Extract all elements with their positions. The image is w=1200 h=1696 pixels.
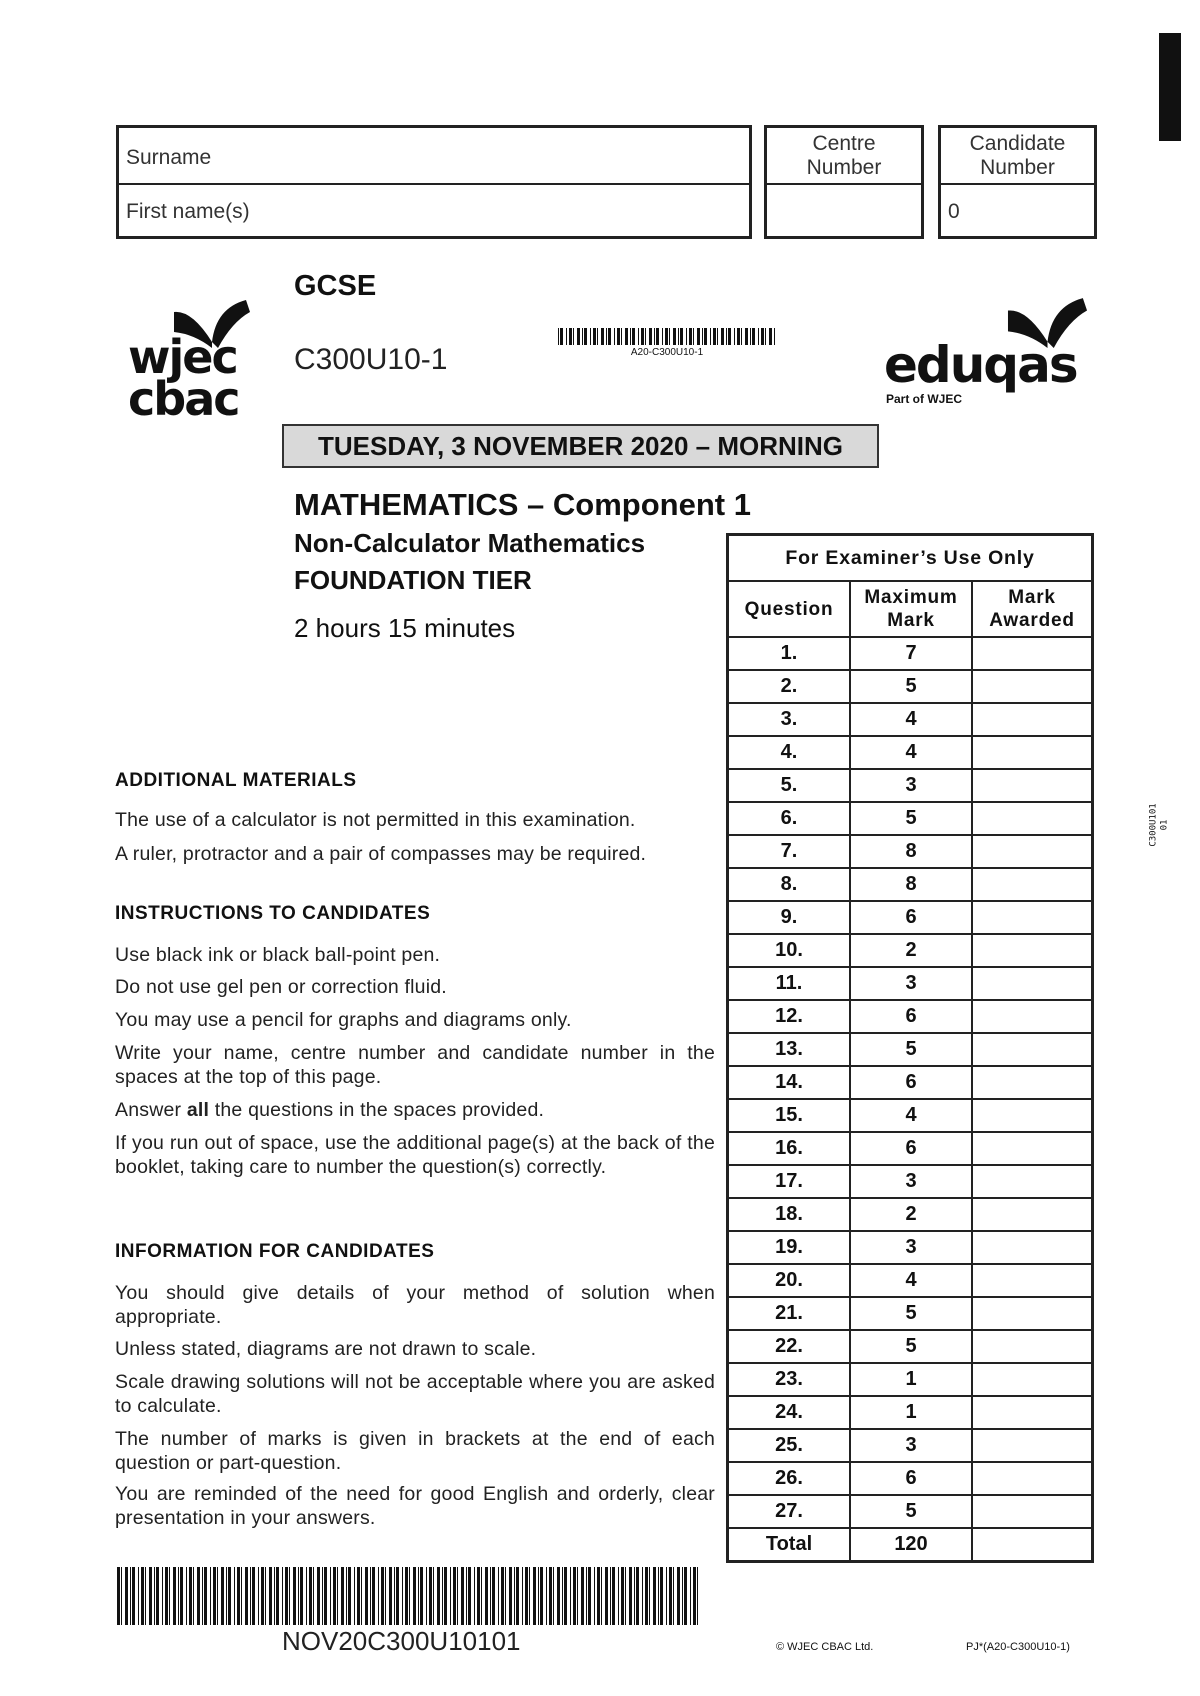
total-label: Total xyxy=(728,1528,851,1562)
maximum-mark: 4 xyxy=(850,1099,972,1132)
maximum-mark: 3 xyxy=(850,1165,972,1198)
question-number: 15. xyxy=(728,1099,851,1132)
additional-item: A ruler, protractor and a pair of compasses may be required. xyxy=(115,843,647,865)
mark-awarded-cell[interactable] xyxy=(972,769,1093,802)
table-row xyxy=(728,1099,1093,1132)
question-number: 14. xyxy=(728,1066,851,1099)
instruction-item: Use black ink or black ball-point pen. xyxy=(115,944,441,966)
instruction-item xyxy=(115,1098,715,1122)
maximum-mark: 2 xyxy=(850,1198,972,1231)
maximum-mark: 8 xyxy=(850,868,972,901)
question-number: 3. xyxy=(728,703,851,736)
instruction-item: If you run out of space, use the additional page(s) at the back of the booklet, taking care to number the question(s) correctly. xyxy=(115,1132,715,1178)
maximum-mark: 8 xyxy=(850,835,972,868)
table-row xyxy=(728,1396,1093,1429)
mark-awarded-cell[interactable] xyxy=(972,1363,1093,1396)
question-number: 25. xyxy=(728,1429,851,1462)
instruction-item: Write your name, centre number and candidate number in the spaces at the top of this page. xyxy=(115,1042,715,1088)
table-row xyxy=(728,1198,1093,1231)
mark-awarded-cell[interactable] xyxy=(972,835,1093,868)
side-code-line: 01 xyxy=(1159,819,1170,831)
table-row xyxy=(728,736,1093,769)
maximum-mark: 6 xyxy=(850,1066,972,1099)
additional-item: The use of a calculator is not permitted in this examination. xyxy=(115,809,636,831)
mark-awarded-cell[interactable] xyxy=(972,1495,1093,1528)
question-number: 17. xyxy=(728,1165,851,1198)
wjec-cbac-logo xyxy=(122,298,262,428)
exam-date: TUESDAY, 3 NOVEMBER 2020 – MORNING xyxy=(282,424,879,468)
mark-awarded-cell[interactable] xyxy=(972,1198,1093,1231)
barcode-text: NOV20C300U10101 xyxy=(282,1626,521,1656)
table-row xyxy=(728,1231,1093,1264)
table-row xyxy=(728,967,1093,1000)
question-number: 4. xyxy=(728,736,851,769)
table-row xyxy=(728,1033,1093,1066)
question-number: 26. xyxy=(728,1462,851,1495)
maximum-mark: 6 xyxy=(850,1132,972,1165)
candidate-number-value: 0 xyxy=(948,200,960,223)
maximum-mark: 1 xyxy=(850,1363,972,1396)
table-row xyxy=(728,1132,1093,1165)
information-item: The number of marks is given in brackets at the end of each question or part-question. xyxy=(115,1428,715,1474)
page-marker-bar xyxy=(1159,33,1181,141)
question-number: 2. xyxy=(728,670,851,703)
instruction-emphasis: all xyxy=(186,1099,210,1121)
question-number: 6. xyxy=(728,802,851,835)
maximum-mark: 3 xyxy=(850,967,972,1000)
copyright: © WJEC CBAC Ltd. xyxy=(776,1641,874,1653)
mark-awarded-cell[interactable] xyxy=(972,1462,1093,1495)
centre-number-box[interactable] xyxy=(764,125,924,239)
maximum-mark: 7 xyxy=(850,637,972,670)
side-code xyxy=(1148,790,1200,860)
table-row xyxy=(728,1165,1093,1198)
centre-number-label: Centre Number xyxy=(806,132,882,179)
table-row xyxy=(728,1330,1093,1363)
instructions-heading: INSTRUCTIONS TO CANDIDATES xyxy=(115,903,431,924)
exam-level: GCSE xyxy=(294,270,377,302)
mark-awarded-cell[interactable] xyxy=(972,1429,1093,1462)
maximum-mark: 3 xyxy=(850,769,972,802)
table-row xyxy=(728,1495,1093,1528)
maximum-mark: 5 xyxy=(850,1495,972,1528)
maximum-mark: 5 xyxy=(850,1330,972,1363)
question-number: 23. xyxy=(728,1363,851,1396)
question-number: 20. xyxy=(728,1264,851,1297)
maximum-mark: 3 xyxy=(850,1429,972,1462)
question-number: 21. xyxy=(728,1297,851,1330)
small-barcode xyxy=(558,328,776,345)
mark-awarded-cell[interactable] xyxy=(972,736,1093,769)
maximum-mark: 6 xyxy=(850,1000,972,1033)
exam-subtitle: Non-Calculator Mathematics xyxy=(294,528,646,558)
cbac-text: cbac xyxy=(128,372,239,426)
mark-awarded-cell[interactable] xyxy=(972,901,1093,934)
maximum-mark: 5 xyxy=(850,802,972,835)
question-number: 12. xyxy=(728,1000,851,1033)
examiner-marks-table xyxy=(726,533,1094,1563)
mark-awarded-cell[interactable] xyxy=(972,1132,1093,1165)
mark-awarded-cell[interactable] xyxy=(972,1330,1093,1363)
information-item: You are reminded of the need for good English and orderly, clear presentation in your answers. xyxy=(115,1483,715,1529)
eduqas-tagline: Part of WJEC xyxy=(886,392,963,406)
mark-awarded-cell[interactable] xyxy=(972,1066,1093,1099)
table-row xyxy=(728,868,1093,901)
side-code-line: C300U101 xyxy=(1148,803,1159,847)
table-row xyxy=(728,1000,1093,1033)
eduqas-text: eduqas xyxy=(884,336,1077,394)
mark-awarded-cell[interactable] xyxy=(972,1396,1093,1429)
mark-awarded-cell[interactable] xyxy=(972,1264,1093,1297)
table-row xyxy=(728,769,1093,802)
mark-awarded-cell[interactable] xyxy=(972,1297,1093,1330)
name-box xyxy=(116,125,752,239)
column-header: Mark Awarded xyxy=(972,581,1093,637)
question-number: 22. xyxy=(728,1330,851,1363)
mark-awarded-cell[interactable] xyxy=(972,1033,1093,1066)
question-number: 11. xyxy=(728,967,851,1000)
table-row xyxy=(728,835,1093,868)
mark-awarded-cell[interactable] xyxy=(972,670,1093,703)
exam-tier: FOUNDATION TIER xyxy=(294,565,532,595)
instruction-text: Answer xyxy=(115,1099,182,1121)
mark-awarded-cell[interactable] xyxy=(972,637,1093,670)
question-number: 10. xyxy=(728,934,851,967)
question-number: 5. xyxy=(728,769,851,802)
total-row xyxy=(728,1528,1093,1562)
mark-awarded-cell[interactable] xyxy=(972,1000,1093,1033)
candidate-number-box[interactable] xyxy=(938,125,1097,239)
small-barcode-label: A20-C300U10-1 xyxy=(630,347,704,358)
question-number: 9. xyxy=(728,901,851,934)
table-row xyxy=(728,1429,1093,1462)
table-row xyxy=(728,934,1093,967)
surname-field[interactable]: Surname xyxy=(126,146,212,169)
information-item: You should give details of your method of solution when appropriate. xyxy=(115,1282,715,1328)
mark-awarded-cell[interactable] xyxy=(972,967,1093,1000)
instruction-text: the questions in the spaces provided. xyxy=(214,1099,545,1121)
candidate-number-label: Candidate Number xyxy=(969,132,1066,179)
question-number: 7. xyxy=(728,835,851,868)
table-row xyxy=(728,1066,1093,1099)
instruction-item: You may use a pencil for graphs and diagrams only. xyxy=(115,1009,572,1031)
question-number: 16. xyxy=(728,1132,851,1165)
information-item: Scale drawing solutions will not be acceptable where you are asked to calculate. xyxy=(115,1371,715,1417)
exam-code: C300U10-1 xyxy=(294,343,448,376)
question-number: 24. xyxy=(728,1396,851,1429)
question-number: 27. xyxy=(728,1495,851,1528)
candidate-barcode xyxy=(117,1567,700,1625)
maximum-mark: 5 xyxy=(850,670,972,703)
maximum-mark: 4 xyxy=(850,1264,972,1297)
total-value: 120 xyxy=(850,1528,972,1562)
question-number: 13. xyxy=(728,1033,851,1066)
column-header: Question xyxy=(728,581,851,637)
exam-duration: 2 hours 15 minutes xyxy=(294,613,516,643)
table-row xyxy=(728,1462,1093,1495)
question-number: 8. xyxy=(728,868,851,901)
maximum-mark: 1 xyxy=(850,1396,972,1429)
table-row xyxy=(728,1297,1093,1330)
maximum-mark: 4 xyxy=(850,736,972,769)
information-heading: INFORMATION FOR CANDIDATES xyxy=(115,1241,435,1262)
table-row xyxy=(728,637,1093,670)
information-item: Unless stated, diagrams are not drawn to scale. xyxy=(115,1338,537,1360)
table-row xyxy=(728,802,1093,835)
maximum-mark: 6 xyxy=(850,1462,972,1495)
column-header: Maximum Mark xyxy=(850,581,972,637)
total-awarded-cell[interactable] xyxy=(972,1528,1093,1562)
table-row xyxy=(728,901,1093,934)
mark-awarded-cell[interactable] xyxy=(972,1099,1093,1132)
maximum-mark: 3 xyxy=(850,1231,972,1264)
question-number: 1. xyxy=(728,637,851,670)
question-number: 19. xyxy=(728,1231,851,1264)
exam-title: MATHEMATICS – Component 1 xyxy=(294,487,751,522)
maximum-mark: 6 xyxy=(850,901,972,934)
mark-awarded-cell[interactable] xyxy=(972,868,1093,901)
maximum-mark: 2 xyxy=(850,934,972,967)
table-row xyxy=(728,670,1093,703)
reference-code: PJ*(A20-C300U10-1) xyxy=(966,1641,1070,1653)
additional-materials-heading: ADDITIONAL MATERIALS xyxy=(115,770,357,791)
question-number: 18. xyxy=(728,1198,851,1231)
instruction-item: Do not use gel pen or correction fluid. xyxy=(115,976,447,998)
mark-awarded-cell[interactable] xyxy=(972,703,1093,736)
mark-awarded-cell[interactable] xyxy=(972,1165,1093,1198)
table-title: For Examiner’s Use Only xyxy=(728,535,1093,582)
mark-awarded-cell[interactable] xyxy=(972,934,1093,967)
wjec-text: wjec xyxy=(128,330,237,384)
maximum-mark: 5 xyxy=(850,1297,972,1330)
mark-awarded-cell[interactable] xyxy=(972,802,1093,835)
maximum-mark: 5 xyxy=(850,1033,972,1066)
mark-awarded-cell[interactable] xyxy=(972,1231,1093,1264)
table-row xyxy=(728,703,1093,736)
table-row xyxy=(728,1264,1093,1297)
eduqas-logo xyxy=(880,296,1095,411)
maximum-mark: 4 xyxy=(850,703,972,736)
table-row xyxy=(728,1363,1093,1396)
first-name-field[interactable]: First name(s) xyxy=(126,200,250,223)
